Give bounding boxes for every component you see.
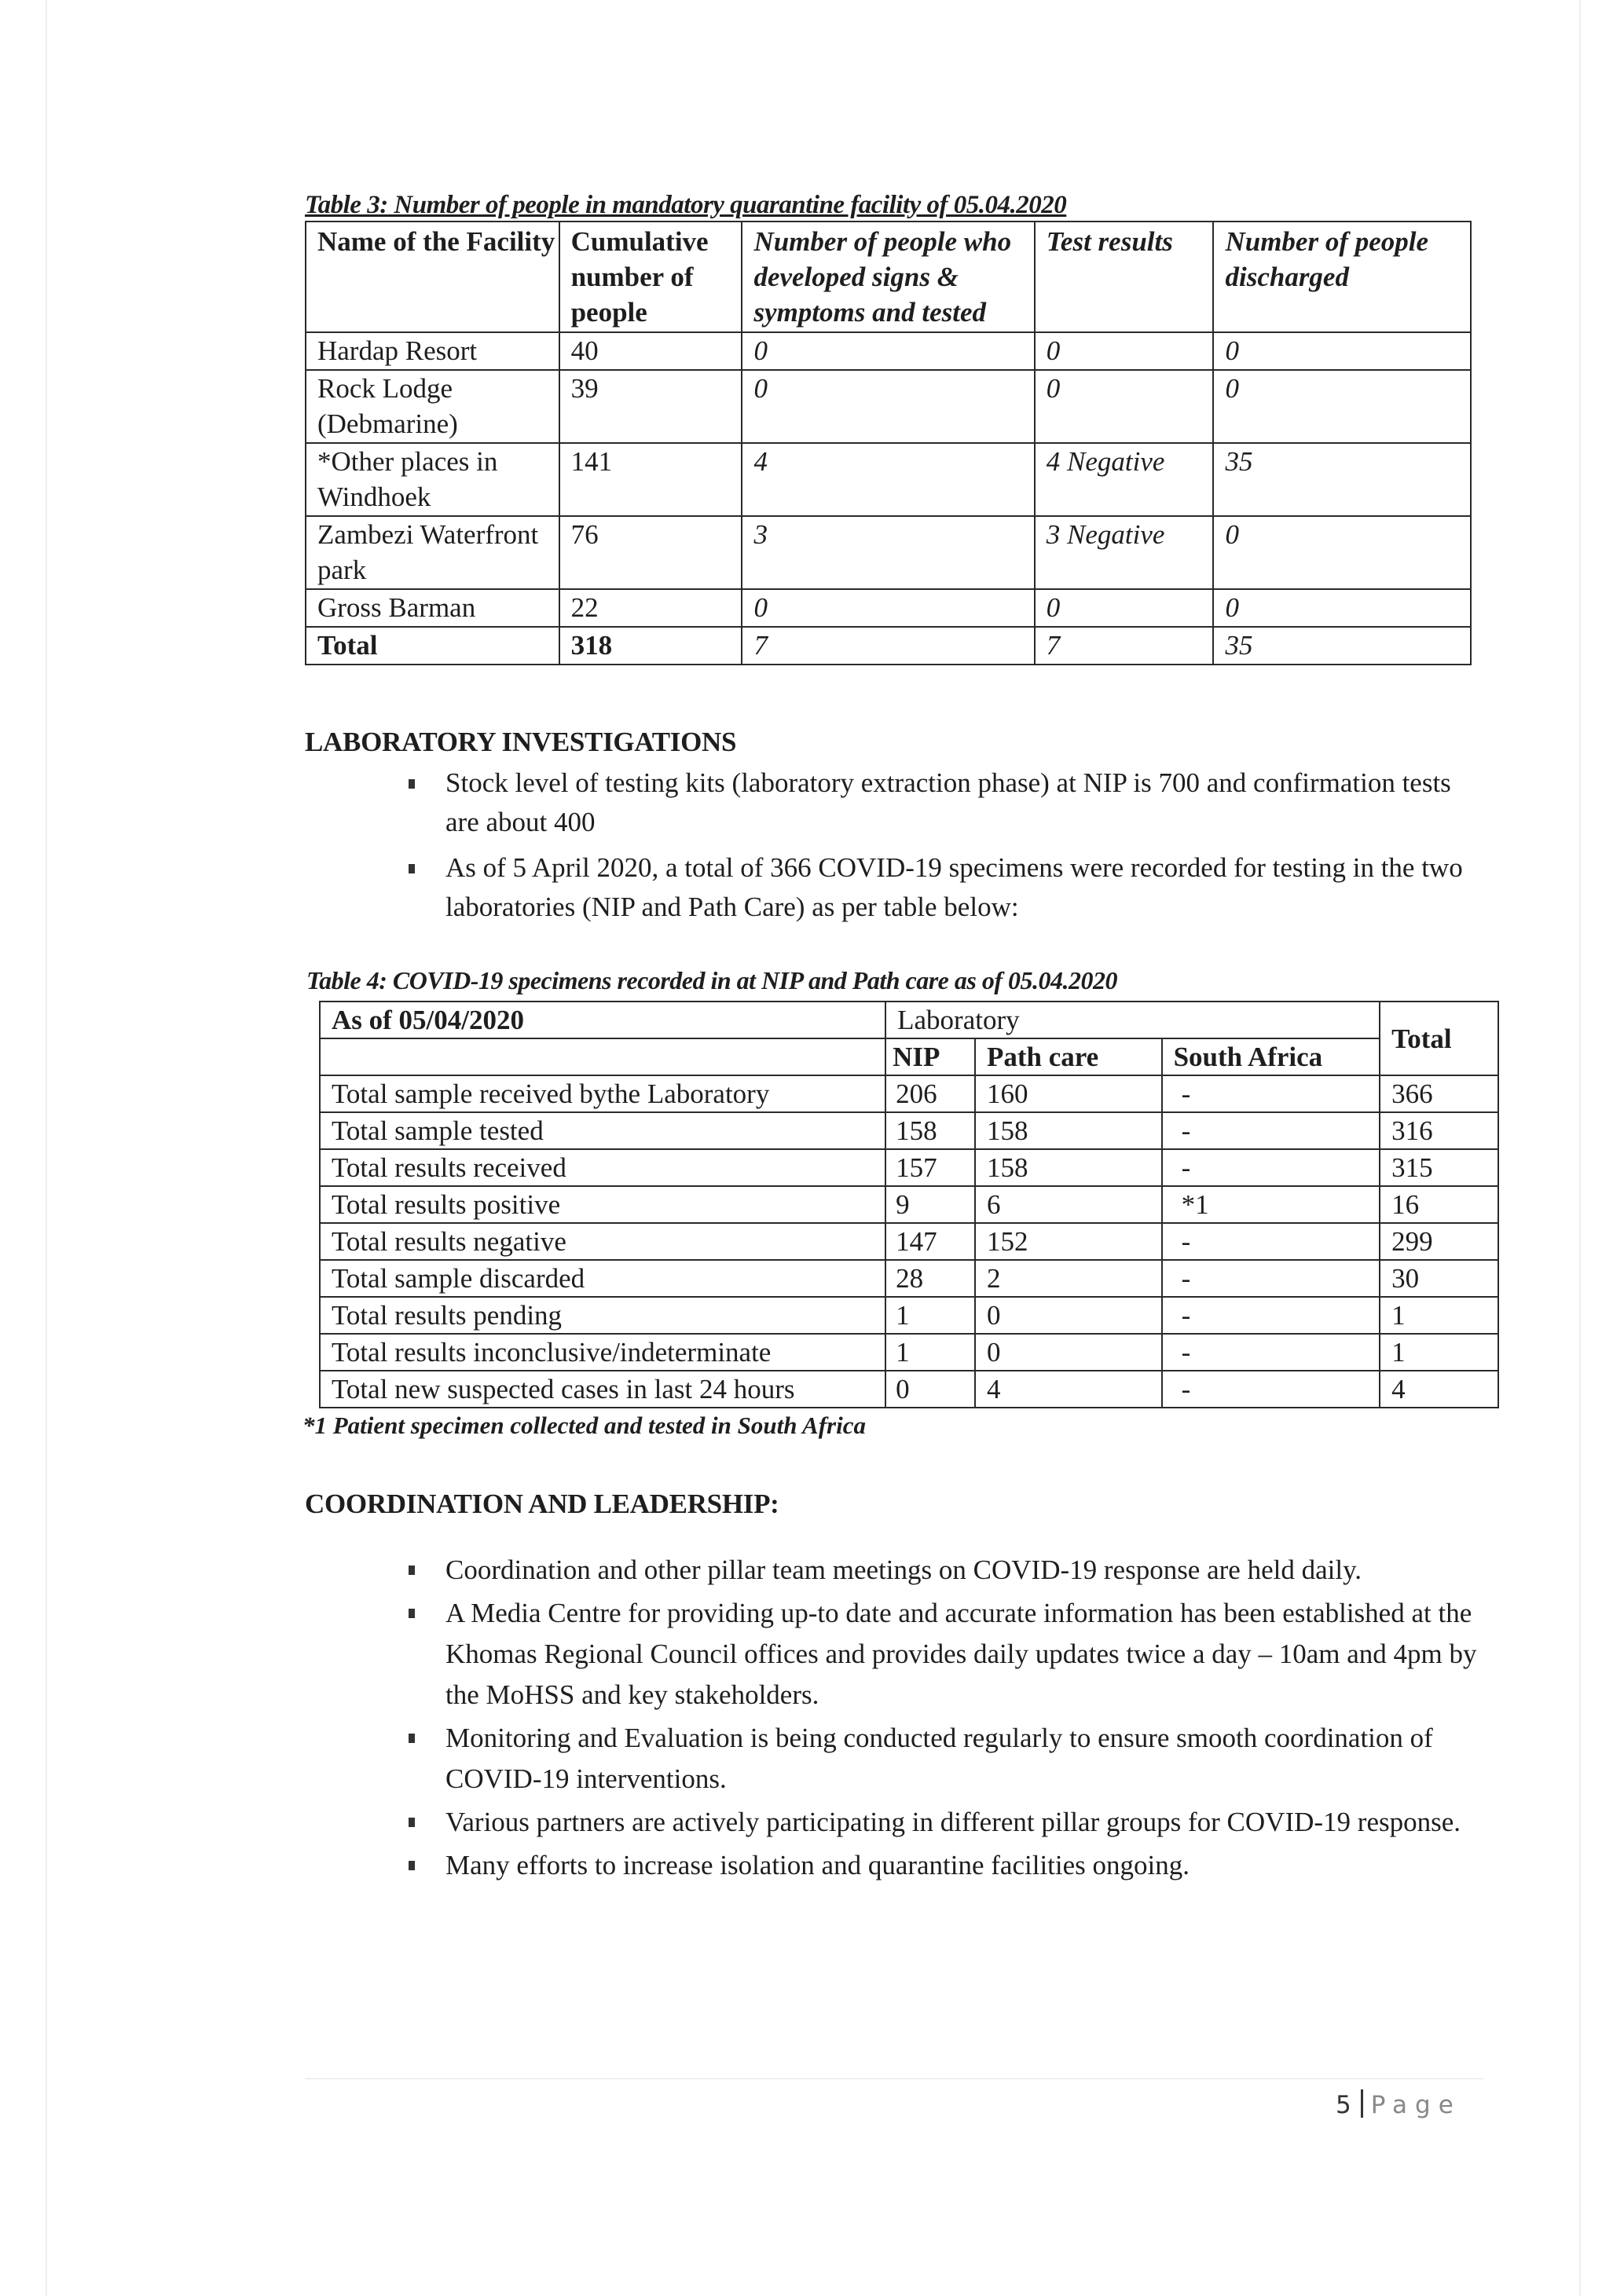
path-care-value: 0 bbox=[975, 1297, 1162, 1334]
symptomatic-tested-count: 0 bbox=[742, 589, 1034, 627]
total-symptomatic-tested: 7 bbox=[742, 627, 1034, 665]
discharged-count: 0 bbox=[1213, 516, 1471, 589]
table-row bbox=[320, 1186, 1498, 1223]
list-item-text: A Media Centre for providing up-to date and accurate information has been established at the Khomas Regional Council offices and provides daily updates twice a day – 10am and 4pm by the MoHSS and key stakeholders. bbox=[445, 1598, 1477, 1710]
total-discharged: 35 bbox=[1213, 627, 1471, 665]
row-label: Total sample received bythe Laboratory bbox=[320, 1075, 885, 1112]
table-row bbox=[306, 443, 1471, 516]
table-row bbox=[306, 516, 1471, 589]
header-path-care: Path care bbox=[975, 1038, 1162, 1075]
table-row bbox=[306, 332, 1471, 370]
table3-caption: Table 3: Number of people in mandatory quarantine facility of 05.04.2020 bbox=[305, 191, 1067, 219]
cumulative-count: 76 bbox=[559, 516, 742, 589]
symptomatic-tested-count: 3 bbox=[742, 516, 1034, 589]
lab-investigations-heading: LABORATORY INVESTIGATIONS bbox=[305, 727, 737, 757]
list-item-text: As of 5 April 2020, a total of 366 COVID-19 specimens were recorded for testing in the two laboratories (NIP and Path Care) as per table below: bbox=[445, 852, 1463, 922]
coordination-bullet-list bbox=[398, 1550, 1498, 1888]
south-africa-value: - bbox=[1162, 1260, 1380, 1297]
row-label: Total results received bbox=[320, 1149, 885, 1186]
header-south-africa: South Africa bbox=[1162, 1038, 1380, 1075]
list-item bbox=[398, 1550, 1498, 1591]
lab-bullet-list bbox=[398, 764, 1483, 933]
facility-name: Hardap Resort bbox=[306, 332, 559, 370]
square-bullet-icon bbox=[409, 1734, 415, 1743]
nip-value: 157 bbox=[885, 1149, 975, 1186]
south-africa-value: - bbox=[1162, 1149, 1380, 1186]
list-item-text: Monitoring and Evaluation is being conducted regularly to ensure smooth coordination of COVID-19 interventions. bbox=[445, 1723, 1433, 1794]
total-test-results: 7 bbox=[1035, 627, 1214, 665]
path-care-value: 6 bbox=[975, 1186, 1162, 1223]
list-item-text: Stock level of testing kits (laboratory extraction phase) at NIP is 700 and confirmation tests are about 400 bbox=[445, 767, 1451, 837]
path-care-value: 2 bbox=[975, 1260, 1162, 1297]
total-value: 366 bbox=[1380, 1075, 1498, 1112]
path-care-value: 4 bbox=[975, 1371, 1162, 1408]
table-row bbox=[320, 1334, 1498, 1371]
column-header-facility: Name of the Facility bbox=[306, 222, 559, 332]
row-label: Total results inconclusive/indeterminate bbox=[320, 1334, 885, 1371]
square-bullet-icon bbox=[409, 1609, 415, 1618]
cumulative-count: 40 bbox=[559, 332, 742, 370]
table-row bbox=[320, 1297, 1498, 1334]
table-total-row bbox=[306, 627, 1471, 665]
header-nip: NIP bbox=[885, 1038, 975, 1075]
south-africa-value: - bbox=[1162, 1334, 1380, 1371]
south-africa-value: - bbox=[1162, 1112, 1380, 1149]
specimens-table bbox=[319, 1001, 1499, 1408]
table4-footnote: *1 Patient specimen collected and tested in South Africa bbox=[302, 1412, 866, 1439]
list-item-text: Coordination and other pillar team meetings on COVID-19 response are held daily. bbox=[445, 1554, 1362, 1585]
total-cumulative: 318 bbox=[559, 627, 742, 665]
symptomatic-tested-count: 0 bbox=[742, 370, 1034, 443]
square-bullet-icon bbox=[409, 864, 415, 873]
coordination-heading: COORDINATION AND LEADERSHIP: bbox=[305, 1489, 779, 1519]
row-label: Total new suspected cases in last 24 hours bbox=[320, 1371, 885, 1408]
table-row bbox=[306, 370, 1471, 443]
south-africa-value: *1 bbox=[1162, 1186, 1380, 1223]
south-africa-value: - bbox=[1162, 1223, 1380, 1260]
header-laboratory-group: Laboratory bbox=[885, 1002, 1380, 1038]
south-africa-value: - bbox=[1162, 1371, 1380, 1408]
nip-value: 1 bbox=[885, 1297, 975, 1334]
table-row bbox=[320, 1075, 1498, 1112]
square-bullet-icon bbox=[409, 1818, 415, 1827]
south-africa-value: - bbox=[1162, 1297, 1380, 1334]
list-item bbox=[398, 764, 1483, 842]
test-result: 0 bbox=[1035, 332, 1214, 370]
page-number-separator bbox=[1361, 2089, 1363, 2118]
nip-value: 206 bbox=[885, 1075, 975, 1112]
path-care-value: 158 bbox=[975, 1112, 1162, 1149]
header-date: As of 05/04/2020 bbox=[320, 1002, 885, 1038]
table-subheader-row bbox=[320, 1038, 1498, 1075]
path-care-value: 0 bbox=[975, 1334, 1162, 1371]
path-care-value: 158 bbox=[975, 1149, 1162, 1186]
table-row bbox=[320, 1223, 1498, 1260]
total-value: 315 bbox=[1380, 1149, 1498, 1186]
row-label: Total results negative bbox=[320, 1223, 885, 1260]
path-care-value: 160 bbox=[975, 1075, 1162, 1112]
nip-value: 9 bbox=[885, 1186, 975, 1223]
column-header-test-results: Test results bbox=[1035, 222, 1214, 332]
discharged-count: 0 bbox=[1213, 589, 1471, 627]
header-empty bbox=[320, 1038, 885, 1075]
row-label: Total sample tested bbox=[320, 1112, 885, 1149]
south-africa-value: - bbox=[1162, 1075, 1380, 1112]
test-result: 0 bbox=[1035, 370, 1214, 443]
discharged-count: 35 bbox=[1213, 443, 1471, 516]
path-care-value: 152 bbox=[975, 1223, 1162, 1260]
page-number-value: 5 bbox=[1336, 2091, 1351, 2119]
cumulative-count: 22 bbox=[559, 589, 742, 627]
discharged-count: 0 bbox=[1213, 332, 1471, 370]
table-row bbox=[320, 1260, 1498, 1297]
total-value: 30 bbox=[1380, 1260, 1498, 1297]
scan-page-edge-right bbox=[1579, 0, 1581, 2296]
facility-name: *Other places in Windhoek bbox=[306, 443, 559, 516]
quarantine-facility-table bbox=[305, 221, 1472, 665]
nip-value: 28 bbox=[885, 1260, 975, 1297]
facility-name: Gross Barman bbox=[306, 589, 559, 627]
total-value: 16 bbox=[1380, 1186, 1498, 1223]
list-item bbox=[398, 1593, 1498, 1716]
table-row bbox=[306, 589, 1471, 627]
scan-page-edge-left bbox=[46, 0, 47, 2296]
table-row bbox=[320, 1149, 1498, 1186]
square-bullet-icon bbox=[409, 1565, 415, 1575]
row-label: Total results pending bbox=[320, 1297, 885, 1334]
cumulative-count: 39 bbox=[559, 370, 742, 443]
test-result: 4 Negative bbox=[1035, 443, 1214, 516]
list-item-text: Various partners are actively participating in different pillar groups for COVID-19 response. bbox=[445, 1807, 1461, 1837]
header-total: Total bbox=[1380, 1002, 1498, 1075]
row-label: Total results positive bbox=[320, 1186, 885, 1223]
table4-caption: Table 4: COVID-19 specimens recorded in at NIP and Path care as of 05.04.2020 bbox=[306, 966, 1117, 994]
page-word: Page bbox=[1370, 2091, 1461, 2119]
column-header-symptomatic-tested: Number of people who developed signs & symptoms and tested bbox=[742, 222, 1034, 332]
list-item bbox=[398, 1718, 1498, 1800]
square-bullet-icon bbox=[409, 1861, 415, 1870]
facility-name: Zambezi Waterfront park bbox=[306, 516, 559, 589]
table-row bbox=[320, 1112, 1498, 1149]
cumulative-count: 141 bbox=[559, 443, 742, 516]
table-header-row bbox=[306, 222, 1471, 332]
test-result: 3 Negative bbox=[1035, 516, 1214, 589]
total-value: 1 bbox=[1380, 1334, 1498, 1371]
row-label: Total sample discarded bbox=[320, 1260, 885, 1297]
symptomatic-tested-count: 4 bbox=[742, 443, 1034, 516]
page-number bbox=[1336, 2089, 1461, 2119]
facility-name: Rock Lodge (Debmarine) bbox=[306, 370, 559, 443]
total-label: Total bbox=[306, 627, 559, 665]
total-value: 316 bbox=[1380, 1112, 1498, 1149]
total-value: 4 bbox=[1380, 1371, 1498, 1408]
column-header-cumulative: Cumulative number of people bbox=[559, 222, 742, 332]
test-result: 0 bbox=[1035, 589, 1214, 627]
square-bullet-icon bbox=[409, 779, 415, 789]
list-item bbox=[398, 1845, 1498, 1886]
table-row bbox=[320, 1371, 1498, 1408]
table-header-row bbox=[320, 1002, 1498, 1038]
list-item-text: Many efforts to increase isolation and quarantine facilities ongoing. bbox=[445, 1850, 1190, 1880]
symptomatic-tested-count: 0 bbox=[742, 332, 1034, 370]
list-item bbox=[398, 1802, 1498, 1843]
discharged-count: 0 bbox=[1213, 370, 1471, 443]
nip-value: 1 bbox=[885, 1334, 975, 1371]
total-value: 1 bbox=[1380, 1297, 1498, 1334]
nip-value: 0 bbox=[885, 1371, 975, 1408]
nip-value: 158 bbox=[885, 1112, 975, 1149]
column-header-discharged: Number of people discharged bbox=[1213, 222, 1471, 332]
total-value: 299 bbox=[1380, 1223, 1498, 1260]
nip-value: 147 bbox=[885, 1223, 975, 1260]
list-item bbox=[398, 848, 1483, 927]
footer-divider bbox=[305, 2078, 1483, 2079]
